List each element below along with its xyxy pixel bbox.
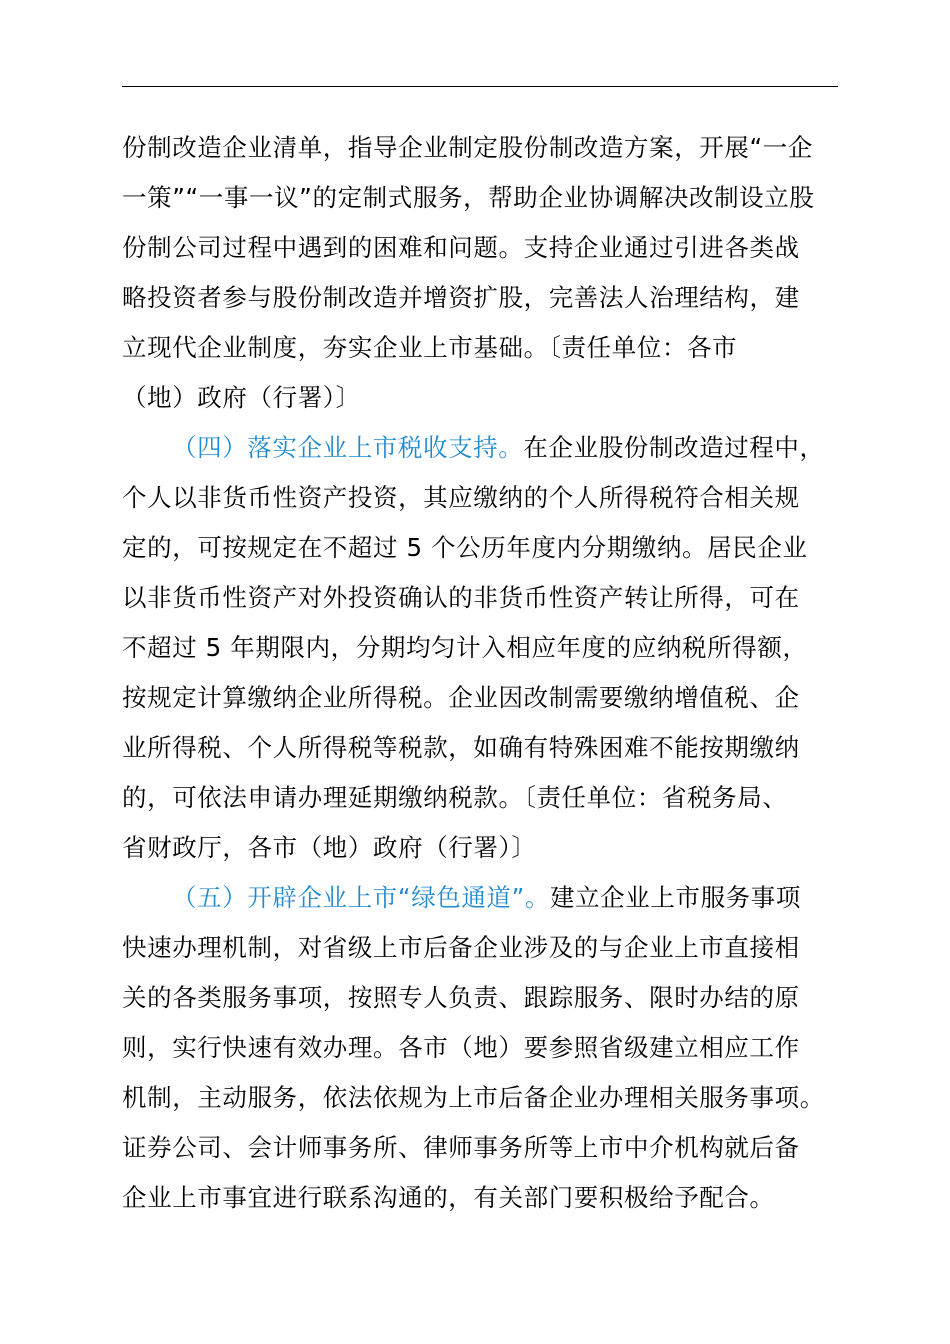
body-line: 略投资者参与股份制改造并增资扩股，完善法人治理结构，建 — [122, 283, 800, 312]
section-5-text: 建立企业上市服务事项 — [549, 883, 801, 912]
body-line: 按规定计算缴纳企业所得税。企业因改制需要缴纳增值税、企 — [122, 683, 800, 712]
body-line: 以非货币性资产对外投资确认的非货币性资产转让所得，可在 — [122, 583, 800, 612]
section-4-first-line — [172, 432, 825, 464]
body-line: 份制公司过程中遇到的困难和问题。支持企业通过引进各类战 — [122, 233, 800, 262]
body-line: 关的各类服务事项，按照专人负责、跟踪服务、限时办结的原 — [122, 983, 800, 1012]
body-line: 不超过 5 年期限内，分期均匀计入相应年度的应纳税所得额， — [122, 633, 808, 662]
body-line: 的，可依法申请办理延期缴纳税款。〔责任单位：省税务局、 — [122, 783, 788, 812]
body-line: 快速办理机制，对省级上市后备企业涉及的与企业上市直接相 — [122, 933, 800, 962]
body-line: 则，实行快速有效办理。各市（地）要参照省级建立相应工作 — [122, 1033, 800, 1062]
section-4-heading: （四）落实企业上市税收支持。 — [172, 433, 524, 462]
body-line: 立现代企业制度，夯实企业上市基础。〔责任单位：各市 — [122, 333, 738, 362]
body-line: 份制改造企业清单，指导企业制定股份制改造方案，开展“一企 — [122, 133, 813, 162]
section-5-first-line — [172, 882, 801, 914]
section-5-heading: （五）开辟企业上市“绿色通道”。 — [172, 883, 550, 912]
body-line: （地）政府（行署）〕 — [122, 383, 361, 412]
body-line: 个人以非货币性资产投资，其应缴纳的个人所得税符合相关规 — [122, 483, 800, 512]
body-line: 证券公司、会计师事务所、律师事务所等上市中介机构就后备 — [122, 1133, 800, 1162]
body-line: 业所得税、个人所得税等税款，如确有特殊困难不能按期缴纳 — [122, 733, 800, 762]
body-line: 企业上市事宜进行联系沟通的，有关部门要积极给予配合。 — [122, 1183, 775, 1212]
section-4-text: 在企业股份制改造过程中， — [523, 433, 825, 462]
body-line: 一策”“一事一议”的定制式服务，帮助企业协调解决改制设立股 — [122, 183, 815, 212]
header-rule — [122, 86, 838, 87]
body-line: 机制，主动服务，依法依规为上市后备企业办理相关服务事项。 — [122, 1083, 825, 1112]
body-line: 省财政厅，各市（地）政府（行署）〕 — [122, 833, 537, 862]
body-line: 定的，可按规定在不超过 5 个公历年度内分期缴纳。居民企业 — [122, 533, 808, 562]
